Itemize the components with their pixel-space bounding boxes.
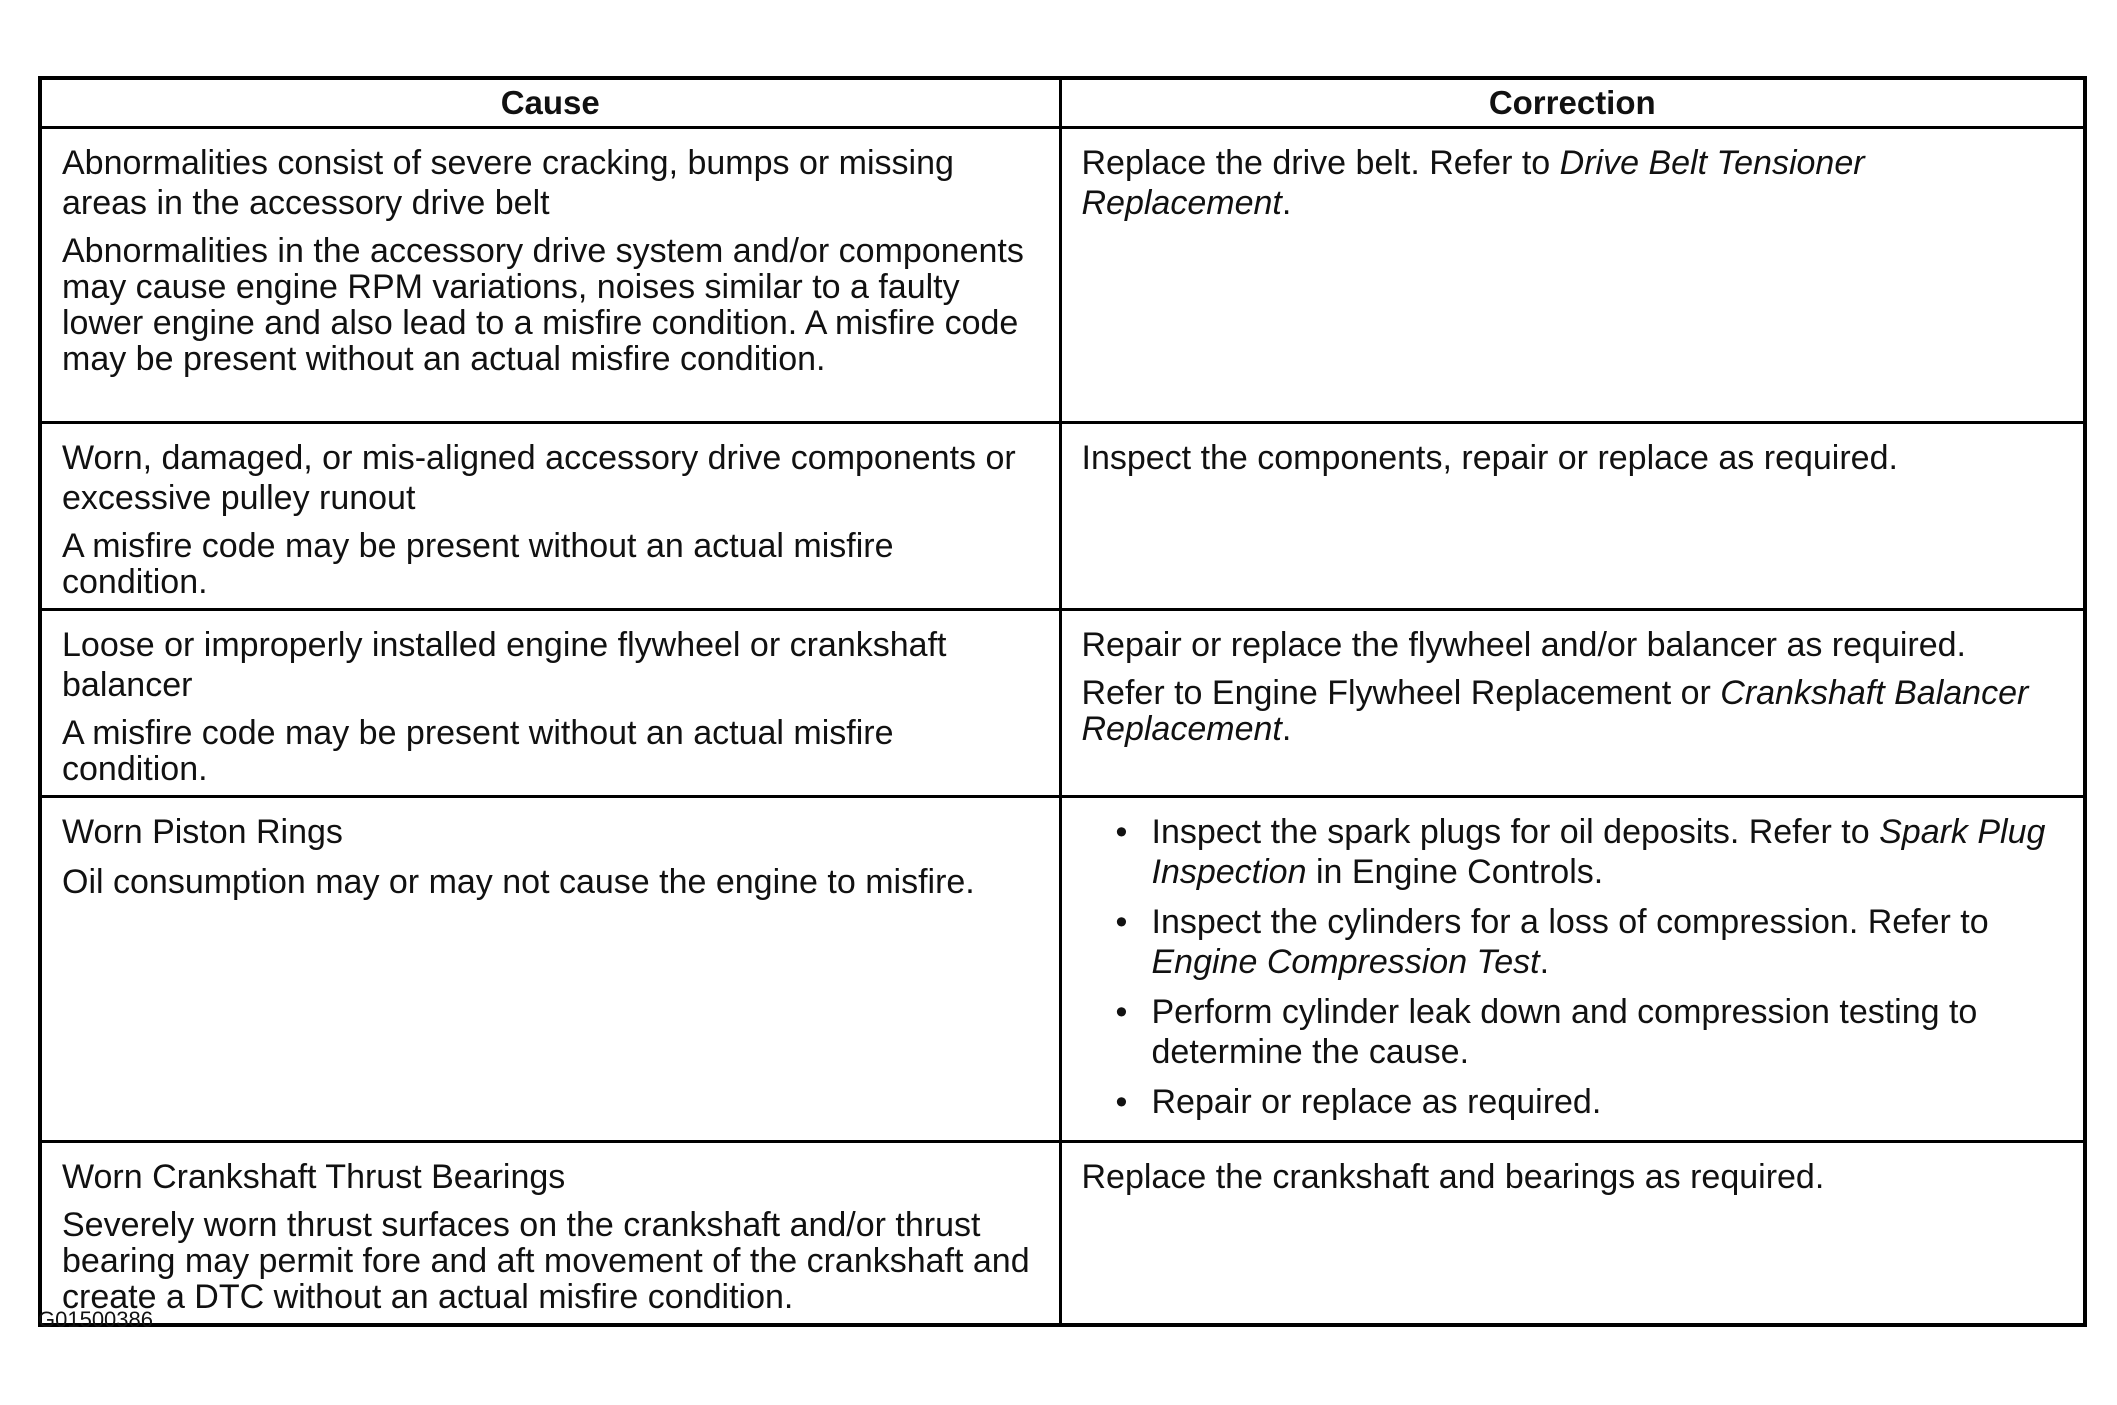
bullet-text: Repair or replace as required.: [1151, 1083, 1602, 1121]
correction-reference: Crankshaft Balancer Replacement: [1081, 674, 2029, 748]
list-item: [1115, 1082, 2066, 1122]
cause-note-text: Severely worn thrust surfaces on the crankshaft and/or thrust bearing may permit fore and aft movement of the crankshaft and create a DTC without an actual misfire condition.: [62, 1206, 1030, 1316]
correction-cell: [1060, 610, 2085, 797]
correction-bullet-list: [1082, 812, 2066, 1122]
bullet-text-end: in Engine Controls.: [1306, 853, 1604, 891]
cause-main-text: Abnormalities consist of severe cracking, bumps or missing areas in the accessory drive belt: [62, 144, 954, 222]
cause-cell: [40, 610, 1060, 797]
list-item: [1115, 812, 2066, 892]
cause-note-text: A misfire code may be present without an actual misfire condition.: [62, 527, 894, 601]
figure-id: G01500386: [38, 1307, 153, 1332]
correction-cell: [1060, 423, 2085, 610]
correction-text-end: .: [1281, 184, 1292, 222]
table-row: [40, 797, 2085, 1142]
bullet-icon: •: [1115, 993, 1128, 1031]
cause-cell: [40, 1142, 1060, 1326]
correction-cell: [1060, 1142, 2085, 1326]
bullet-icon: •: [1115, 903, 1128, 941]
bullet-text-lead: Inspect the spark plugs for oil deposits. Refer to: [1151, 813, 1880, 851]
diagnostic-table-container: [38, 76, 2083, 1327]
correction-reference-text: [1082, 675, 2066, 747]
cause-column-header: Cause: [40, 78, 1060, 128]
cause-note-text: Abnormalities in the accessory drive system and/or components may cause engine RPM variations, noises similar to a faulty lower engine and also lead to a misfire condition. A misfire code may be present without an actual misfire condition.: [62, 232, 1024, 378]
cause-main-text: Loose or improperly installed engine flywheel or crankshaft balancer: [62, 626, 947, 704]
table-row: [40, 1142, 2085, 1326]
cause-note-text: Oil consumption may or may not cause the engine to misfire.: [62, 863, 975, 901]
bullet-icon: •: [1115, 1083, 1128, 1121]
correction-text-end: .: [1281, 710, 1292, 748]
correction-text: Replace the crankshaft and bearings as required.: [1081, 1158, 1825, 1196]
cause-correction-table: [38, 76, 2087, 1327]
table-row: [40, 423, 2085, 610]
cause-main-text: Worn Crankshaft Thrust Bearings: [62, 1158, 566, 1196]
correction-reference: Drive Belt Tensioner Replacement: [1081, 144, 1865, 222]
bullet-reference: Engine Compression Test: [1151, 943, 1540, 981]
correction-text: [1082, 143, 2066, 223]
bullet-text: Perform cylinder leak down and compression testing to determine the cause.: [1151, 993, 1978, 1071]
table-row: [40, 128, 2085, 423]
correction-column-header: Correction: [1060, 78, 2085, 128]
correction-text-lead: Refer to Engine Flywheel Replacement or: [1081, 674, 1721, 712]
bullet-icon: •: [1115, 813, 1128, 851]
cause-note-text: A misfire code may be present without an actual misfire condition.: [62, 714, 894, 788]
table-header-row: [40, 78, 2085, 128]
cause-cell: [40, 128, 1060, 423]
correction-cell: [1060, 128, 2085, 423]
cause-cell: [40, 423, 1060, 610]
cause-main-text: Worn, damaged, or mis-aligned accessory drive components or excessive pulley runout: [62, 439, 1016, 517]
list-item: [1115, 992, 2066, 1072]
cause-main-text: Worn Piston Rings: [62, 813, 343, 851]
correction-text-lead: Replace the drive belt. Refer to: [1081, 144, 1560, 182]
correction-cell: [1060, 797, 2085, 1142]
bullet-reference: Spark Plug Inspection: [1151, 813, 2046, 891]
correction-text: Repair or replace the flywheel and/or balancer as required.: [1081, 626, 1966, 664]
list-item: [1115, 902, 2066, 982]
correction-text: Inspect the components, repair or replace as required.: [1081, 439, 1898, 477]
table-row: [40, 610, 2085, 797]
cause-cell: [40, 797, 1060, 1142]
bullet-text-lead: Inspect the cylinders for a loss of compression. Refer to: [1151, 903, 1989, 941]
bullet-text-end: .: [1539, 943, 1550, 981]
